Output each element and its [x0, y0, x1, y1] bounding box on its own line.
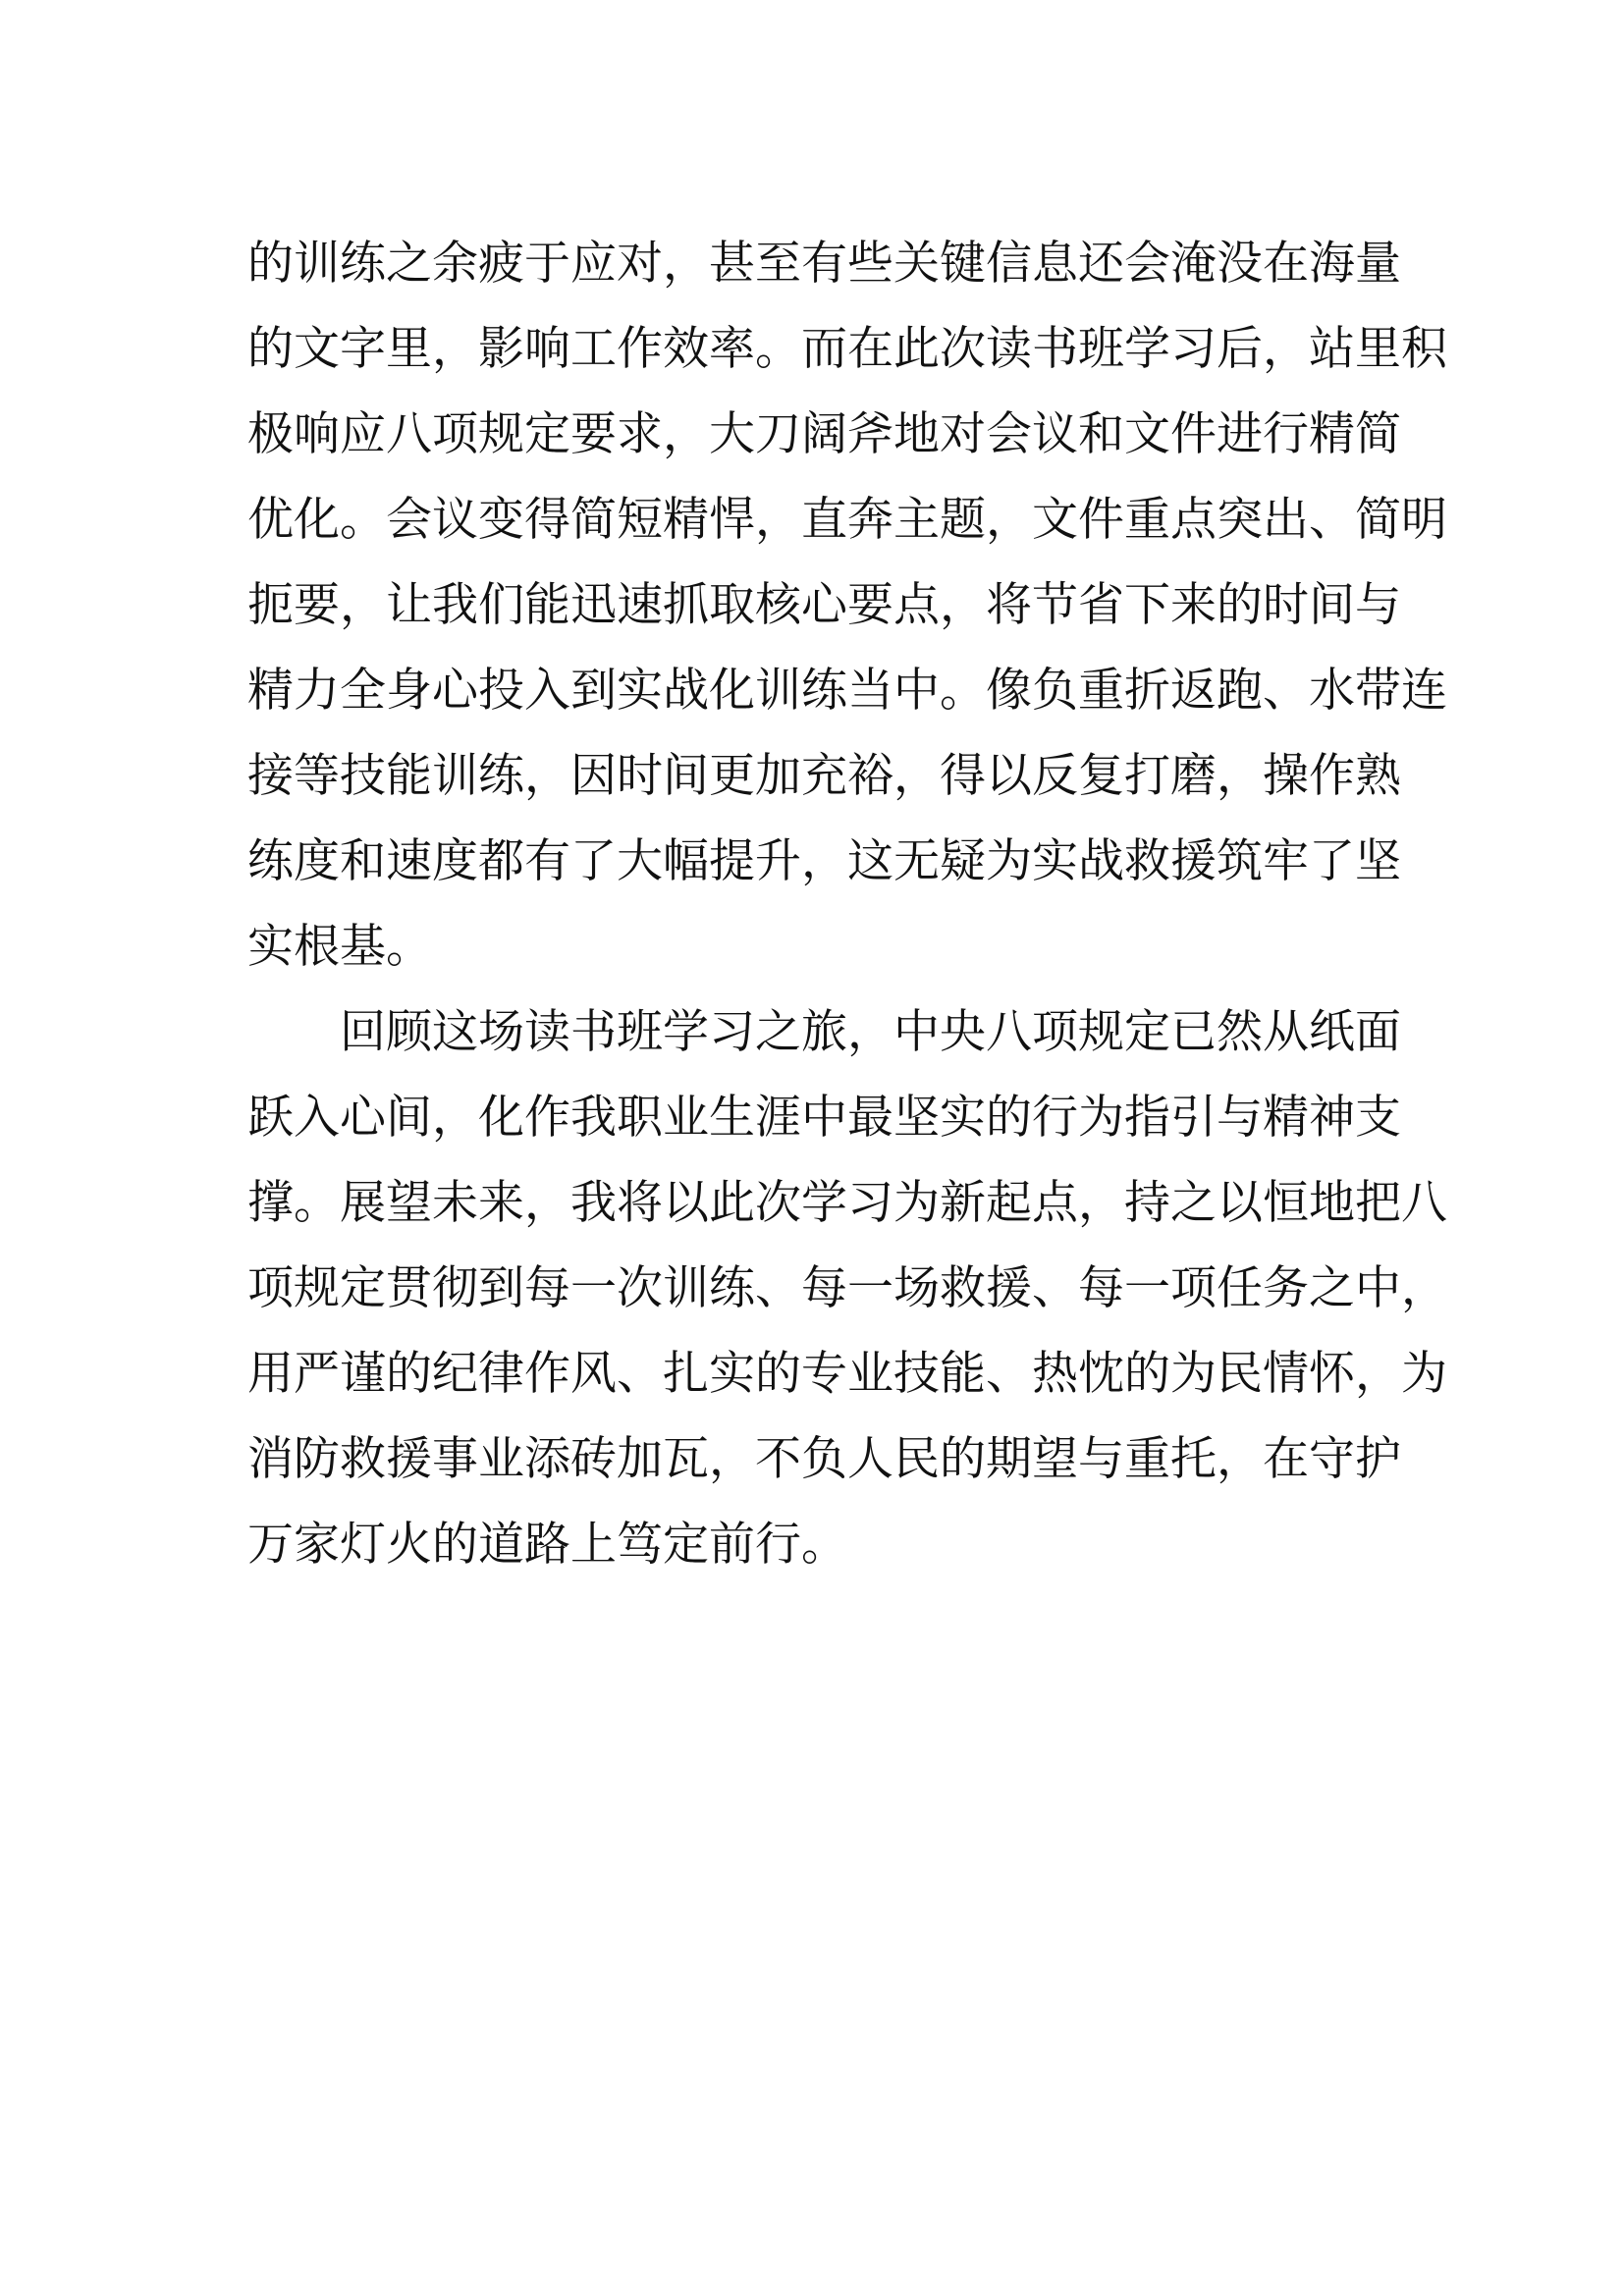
text-line: 扼要，让我们能迅速抓取核心要点，将节省下来的时间与 — [247, 578, 1401, 632]
paragraph-1 — [247, 221, 1447, 989]
paragraph-2 — [247, 989, 1447, 1587]
text-line: 实根基。 — [247, 920, 432, 974]
text-line: 的训练之余疲于应对，甚至有些关键信息还会淹没在海量 — [247, 237, 1401, 291]
document-body — [247, 221, 1447, 1587]
text-line: 练度和速度都有了大幅提升，这无疑为实战救援筑牢了坚 — [247, 834, 1401, 888]
text-line: 极响应八项规定要求，大刀阔斧地对会议和文件进行精简 — [247, 407, 1401, 461]
text-line: 跃入心间，化作我职业生涯中最坚实的行为指引与精神支 — [247, 1091, 1401, 1145]
text-line: 接等技能训练，因时间更加充裕，得以反复打磨，操作熟 — [247, 749, 1401, 803]
text-line: 回顾这场读书班学习之旅，中央八项规定已然从纸面 — [340, 1005, 1401, 1059]
text-line: 优化。会议变得简短精悍，直奔主题，文件重点突出、简明 — [247, 493, 1447, 547]
text-line: 消防救援事业添砖加瓦，不负人民的期望与重托，在守护 — [247, 1432, 1401, 1486]
text-line: 的文字里，影响工作效率。而在此次读书班学习后，站里积 — [247, 322, 1447, 376]
text-line: 万家灯火的道路上笃定前行。 — [247, 1518, 847, 1572]
text-line: 精力全身心投入到实战化训练当中。像负重折返跑、水带连 — [247, 664, 1447, 718]
text-line: 项规定贯彻到每一次训练、每一场救援、每一项任务之中， — [247, 1261, 1447, 1315]
text-line: 用严谨的纪律作风、扎实的专业技能、热忱的为民情怀，为 — [247, 1347, 1447, 1401]
text-line: 撑。展望未来，我将以此次学习为新起点，持之以恒地把八 — [247, 1176, 1447, 1230]
